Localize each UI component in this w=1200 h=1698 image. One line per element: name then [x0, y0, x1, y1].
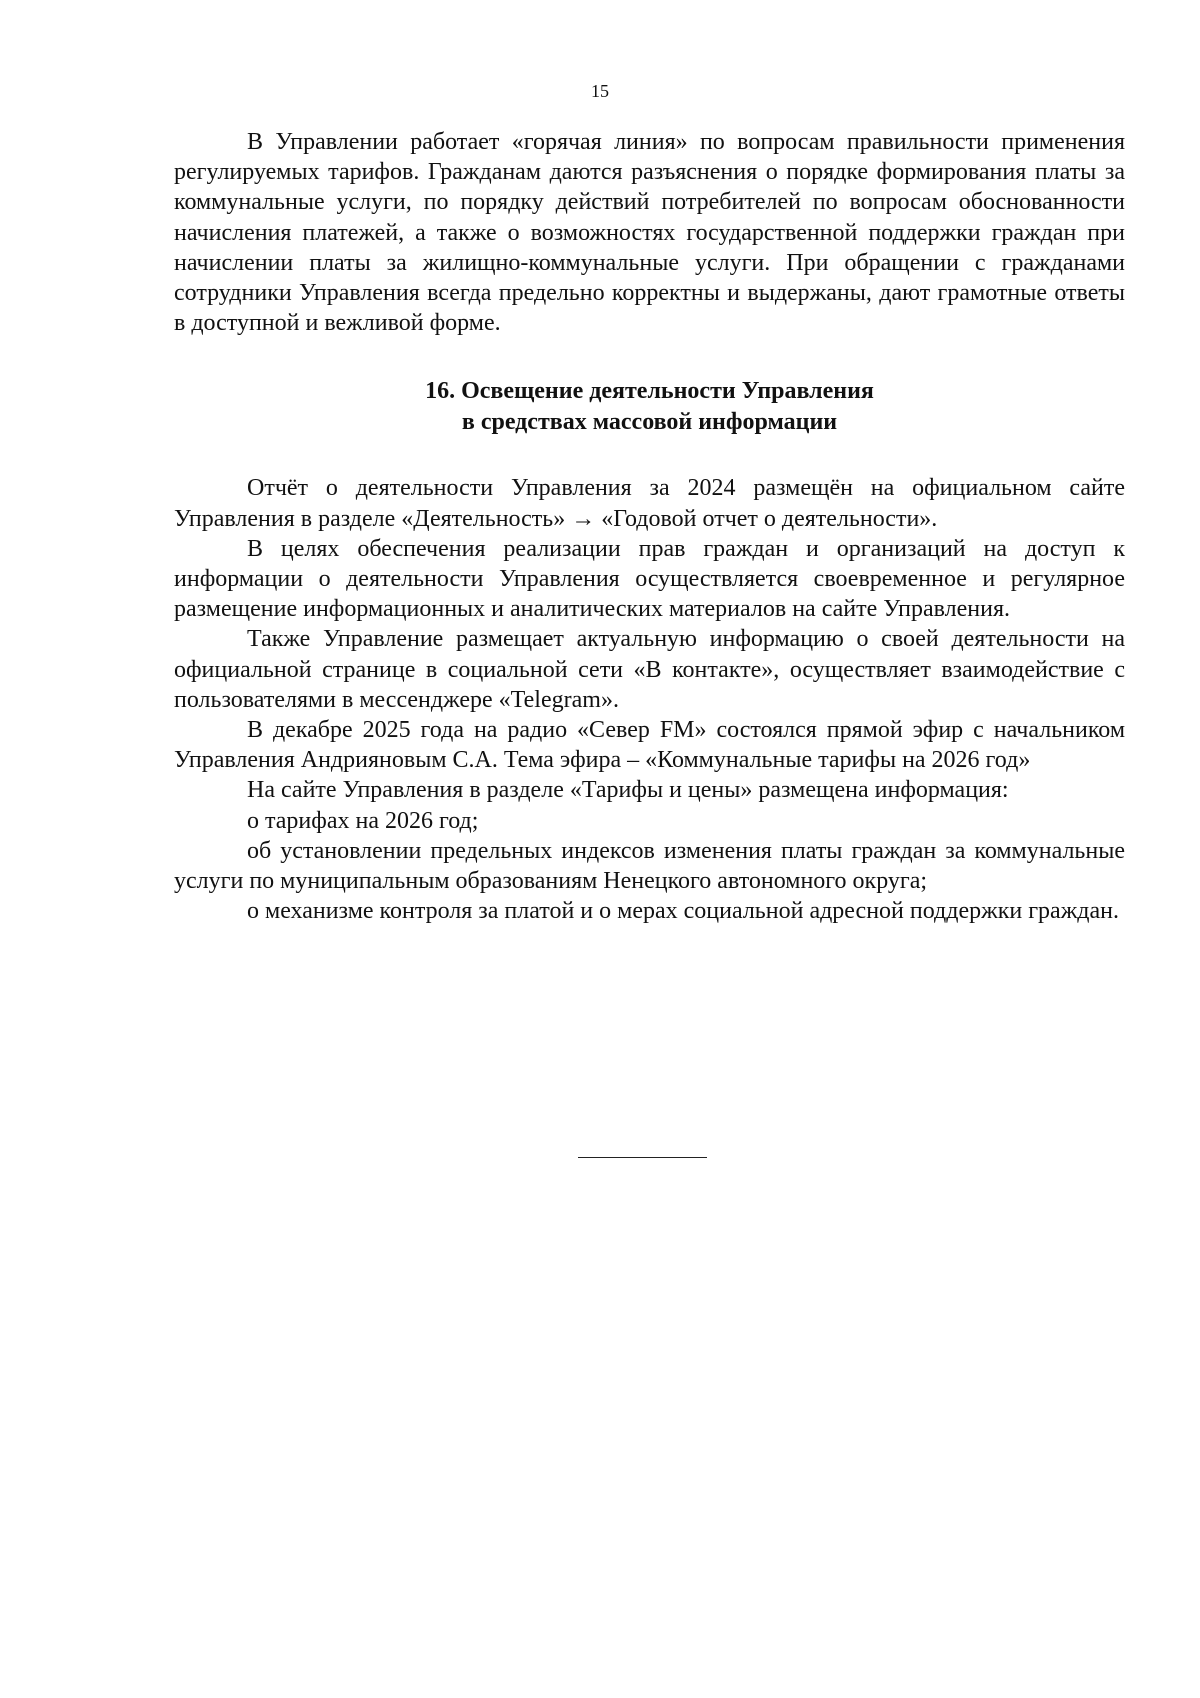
- radio-broadcast-paragraph: В декабре 2025 года на радио «Север FM» состоялся прямой эфир с начальником Управления Андрияновым С.А. Тема эфира – «Коммунальные тарифы на 2026 год»: [174, 717, 1125, 774]
- section-heading: [174, 376, 1125, 437]
- document-body: [174, 127, 1125, 926]
- information-access-paragraph: В целях обеспечения реализации прав граждан и организаций на доступ к информации о деятельности Управления осуществляется своевременное и регулярное размещение информационных и аналитических материалов на сайте Управления.: [174, 535, 1125, 623]
- social-media-paragraph: Также Управление размещает актуальную информацию о своей деятельности на официальной странице в социальной сети «В контакте», осуществляет взаимодействие с пользователями в мессенджере «Telegram».: [174, 626, 1125, 713]
- list-item-tariffs: о тарифах на 2026 год;: [247, 807, 479, 834]
- end-of-text-rule: [578, 1157, 707, 1158]
- report-paragraph: Отчёт о деятельности Управления за 2024 размещён на официальном сайте Управления в разделе «Деятельность» → «Годовой отчет о деятельности».: [174, 475, 1125, 532]
- intro-paragraph: В Управлении работает «горячая линия» по вопросам правильности применения регулируемых тарифов. Гражданам даются разъяснения о порядке формирования платы за коммунальные услуги, по порядку действий потребителей по вопросам обоснованности начисления платежей, а также о возможностях государственной поддержки граждан при начислении платы за жилищно-коммунальные услуги. При обращении с гражданами сотрудники Управления всегда предельно корректны и выдержаны, дают грамотные ответы в доступной и вежливой форме.: [174, 129, 1125, 337]
- list-item-control-mechanism: о механизме контроля за платой и о мерах социальной адресной поддержки граждан.: [247, 898, 1119, 925]
- page-number: 15: [591, 81, 609, 101]
- website-info-paragraph: На сайте Управления в разделе «Тарифы и цены» размещена информация:: [247, 777, 1009, 804]
- list-item-indices: об установлении предельных индексов изменения платы граждан за коммунальные услуги по муниципальным образованиям Ненецкого автономного округа;: [174, 837, 1125, 895]
- section-heading-line-1: 16. Освещение деятельности Управления: [425, 378, 874, 405]
- section-heading-line-2: в средствах массовой информации: [461, 408, 838, 435]
